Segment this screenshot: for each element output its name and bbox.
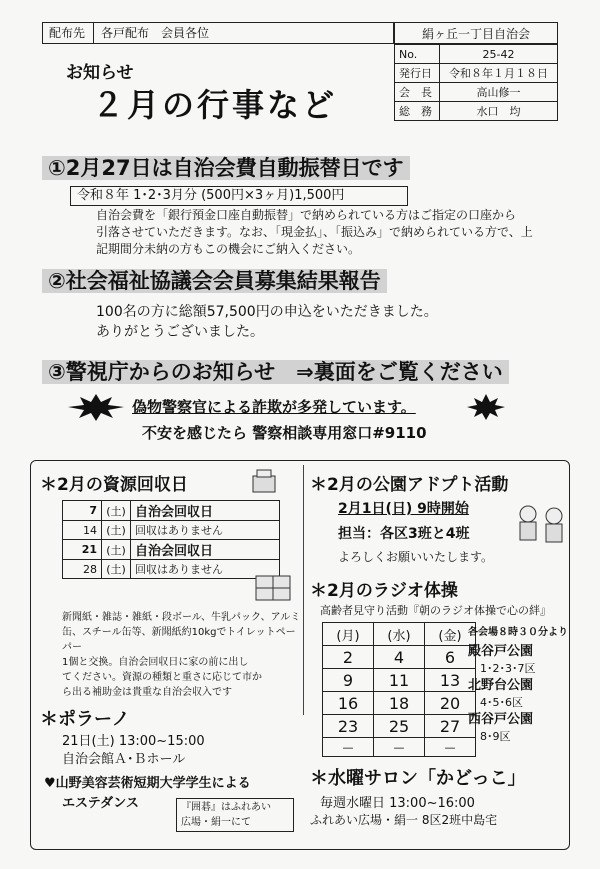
date-cell: 27	[425, 715, 476, 738]
venue-name: 殿谷戸公園	[468, 644, 534, 659]
events-divider	[303, 465, 304, 715]
date-cell: —	[323, 738, 374, 757]
date-cell: 11	[374, 669, 425, 692]
park-greeting: よろしくお願いいたします。	[338, 550, 494, 564]
body-line: 100名の方に総額57,500円の申込をいただきました。	[96, 304, 438, 320]
meta-value: 25-42	[440, 45, 558, 64]
day-cell: 14	[63, 521, 102, 540]
date-cell: 25	[374, 715, 425, 738]
meta-label: 総 務	[395, 102, 440, 121]
venue-area: 8･9区	[480, 730, 511, 743]
header-dist-box	[42, 22, 394, 44]
venue-name: 西谷戸公園	[468, 712, 534, 727]
meta-row	[395, 64, 558, 83]
date-cell: 18	[374, 692, 425, 715]
meta-label: 会 長	[395, 83, 440, 102]
text-cell: 自治会回収日	[131, 540, 280, 560]
meta-row	[395, 83, 558, 102]
newspaper-bundle-icon	[252, 568, 296, 604]
body-line: ありがとうございました。	[96, 324, 264, 340]
note-line: てください。資源の種類と重さに応じて市か	[62, 672, 262, 683]
table-row	[323, 715, 476, 738]
text-cell: 回収はありません	[131, 521, 280, 540]
meta-value: 水口 均	[440, 102, 558, 121]
radio-table	[322, 622, 476, 757]
note-line: 新聞紙・雑誌・雑紙・段ボール、牛乳パック、アルミ	[62, 612, 301, 623]
radio-title: ＊2月のラジオ体操	[310, 581, 458, 601]
dow-cell: (土)	[102, 501, 131, 521]
date-cell: 4	[374, 646, 425, 669]
dow-cell: (土)	[102, 521, 131, 540]
venue-time: 各会場８時３０分より	[468, 627, 568, 638]
table-row	[323, 646, 476, 669]
polano-date: 21日(土) 13:00~15:00	[62, 734, 205, 749]
day-cell: 21	[63, 540, 102, 560]
dow-cell: (土)	[102, 540, 131, 560]
table-row	[323, 738, 476, 757]
fee-amount: 令和８年 1･2･3月分 (500円×3ヶ月)1,500円	[70, 186, 408, 206]
org-box	[394, 22, 558, 44]
park-role: 担当：各区3班と4班	[338, 526, 470, 542]
table-row	[63, 540, 280, 560]
date-cell: 2	[323, 646, 374, 669]
note-line: 1個と交換。自治会回収日に家の前に出し	[62, 657, 249, 668]
header-cell: (水)	[374, 623, 425, 646]
date-cell: 13	[425, 669, 476, 692]
igo-line: 広場・絹一にて	[181, 817, 251, 828]
radio-venues	[468, 624, 568, 745]
notice-label: お知らせ	[66, 63, 134, 83]
polano-event2: エステダンス	[62, 796, 139, 811]
meta-label: No.	[395, 45, 440, 64]
date-cell: 9	[323, 669, 374, 692]
warning-text: 偽物警察官による詐欺が多発しています。	[132, 398, 416, 416]
salon-place: ふれあい広場・絹一 8区2班中島宅	[310, 813, 498, 827]
polano-event1: ♥山野美容芸術短期大学学生による	[44, 776, 251, 791]
section3-title: ③警視庁からのお知らせ ⇒裏面をご覧ください	[42, 356, 509, 386]
dow-cell: (土)	[102, 560, 131, 579]
body-line: 記期間分未納の方もこの機会にご納入ください。	[96, 242, 361, 256]
section1-title: ①2月27日は自治会費自動振替日です	[42, 152, 410, 182]
venue-area: 1･2･3･7区	[480, 662, 536, 675]
dist-label: 配布先	[49, 26, 86, 40]
dist-value: 各戸配布 会員各位	[101, 26, 210, 40]
date-cell: 6	[425, 646, 476, 669]
recycle-title: ＊2月の資源回収日	[40, 475, 188, 495]
date-cell: —	[374, 738, 425, 757]
police-contact: 不安を感じたら 警察相談専用窓口#9110	[142, 424, 427, 442]
park-title: ＊2月の公園アドプト活動	[310, 475, 509, 495]
meta-row	[395, 45, 558, 64]
recycle-box-icon	[250, 468, 280, 494]
section1-body	[96, 207, 576, 258]
section2-body	[96, 302, 438, 342]
polano-place: 自治会館Ａ･Ｂホール	[62, 752, 186, 767]
org-name: 絹ヶ丘一丁目自治会	[421, 27, 530, 41]
burst-icon-right	[466, 392, 506, 422]
date-cell: —	[425, 738, 476, 757]
text-cell: 回収はありません	[131, 560, 280, 579]
igo-note-box	[176, 798, 294, 832]
polano-title: ＊ポラーノ	[40, 709, 130, 730]
meta-label: 発行日	[395, 64, 440, 83]
recycle-table	[62, 500, 280, 579]
park-date: 2月1日(日) 9時開始	[338, 501, 469, 517]
meta-row	[395, 102, 558, 121]
table-row	[323, 669, 476, 692]
recycle-note	[62, 610, 302, 700]
body-line: 引落させていただきます。なお、「現金払」、「振込み」で納められている方で、上	[96, 225, 533, 239]
meta-value: 高山修一	[440, 83, 558, 102]
igo-line: 『囲碁』はふれあい	[181, 802, 271, 813]
table-row	[63, 521, 280, 540]
burst-icon-left	[66, 392, 126, 422]
body-line: 自治会費を「銀行預金口座自動振替」で納められている方はご指定の口座から	[96, 208, 517, 222]
day-cell: 28	[63, 560, 102, 579]
header-cell: (月)	[323, 623, 374, 646]
page-title: ２月の行事など	[92, 86, 338, 124]
table-row	[323, 623, 476, 646]
header-cell: (金)	[425, 623, 476, 646]
table-row	[323, 692, 476, 715]
note-line: 缶、スチール缶等、新聞紙約10kgでトイレットペーパー	[62, 627, 296, 653]
note-line: ら出る補助金は貴重な自治会収入です	[62, 687, 232, 698]
table-row	[63, 501, 280, 521]
venue-name: 北野台公園	[468, 678, 534, 693]
date-cell: 20	[425, 692, 476, 715]
radio-subtitle: 高齢者見守り活動『朝のラジオ体操で心の絆』	[320, 604, 551, 617]
meta-value: 令和８年１月１８日	[440, 64, 558, 83]
venue-area: 4･5･6区	[480, 696, 523, 709]
text-cell: 自治会回収日	[131, 501, 280, 521]
table-row	[63, 560, 280, 579]
date-cell: 16	[323, 692, 374, 715]
salon-time: 毎週水曜日 13:00~16:00	[320, 796, 475, 811]
salon-title: ＊水曜サロン「かどっこ」	[310, 768, 526, 789]
volunteers-icon	[512, 500, 572, 550]
date-cell: 23	[323, 715, 374, 738]
day-cell: 7	[63, 501, 102, 521]
meta-table	[394, 44, 558, 121]
section2-title: ②社会福祉協議会会員募集結果報告	[42, 265, 387, 295]
